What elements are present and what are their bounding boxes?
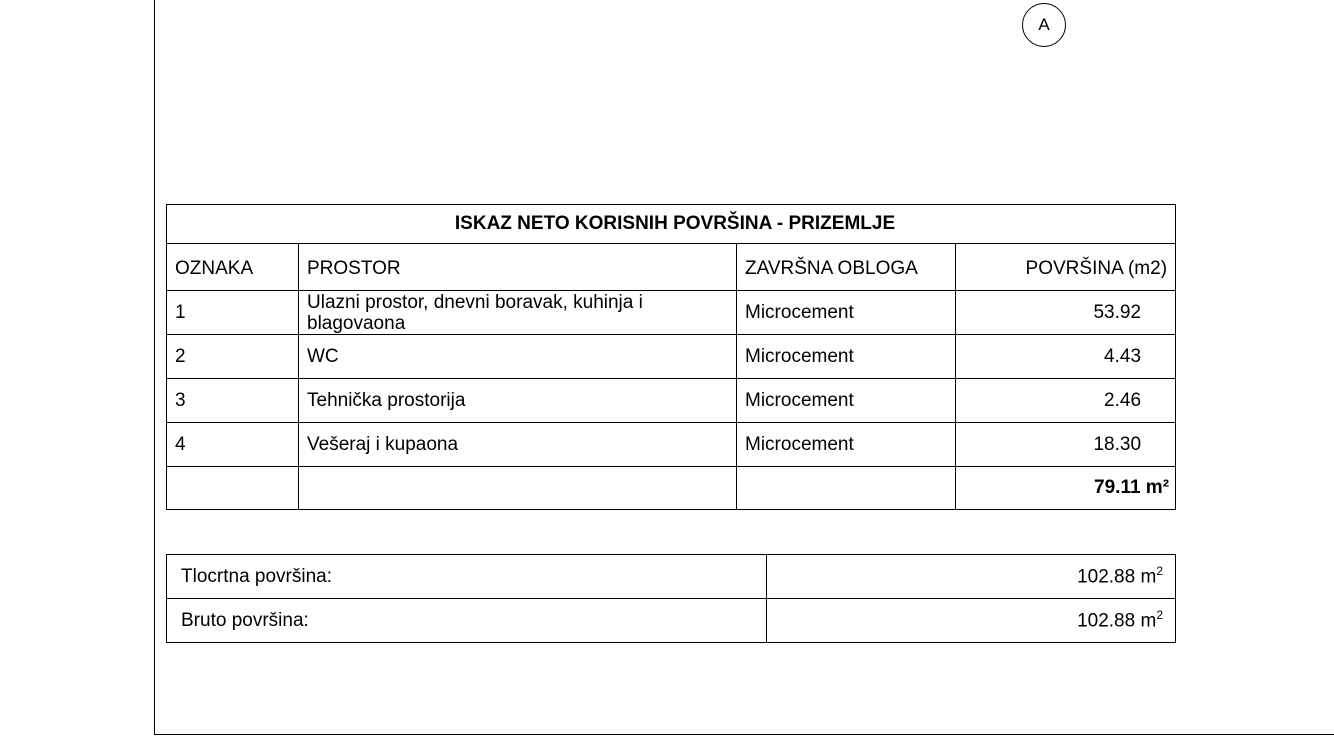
table-row [167,423,1176,467]
table-row [167,335,1176,379]
tlocrtna-value: 102.88 $m^2$ [767,555,1176,599]
total-empty-cell [299,467,737,510]
header-povrsina: POVRŠINA (m2) [956,244,1176,291]
row-oznaka: 1 [167,291,299,335]
row-prostor: Ulazni prostor, dnevni boravak, kuhinja i blagovaona [299,291,737,335]
row-prostor: Tehnička prostorija [299,379,737,423]
total-empty-cell [167,467,299,510]
row-obloga: Microcement [737,379,956,423]
row-povrsina: 2.46 [956,379,1176,423]
row-obloga: Microcement [737,423,956,467]
row-oznaka: 3 [167,379,299,423]
net-area-table [166,204,1176,510]
header-obloga: ZAVRŠNA OBLOGA [737,244,956,291]
header-prostor: PROSTOR [299,244,737,291]
row-oznaka: 2 [167,335,299,379]
table-title: ISKAZ NETO KORISNIH POVRŠINA - PRIZEMLJE [167,205,1176,244]
total-row [167,467,1176,510]
total-area: 79.11 m² [956,467,1176,510]
table-row [167,379,1176,423]
summary-row [167,555,1176,599]
bruto-value: 102.88 $m^2$ [767,599,1176,643]
row-oznaka: 4 [167,423,299,467]
row-povrsina: 18.30 [956,423,1176,467]
row-povrsina: 4.43 [956,335,1176,379]
row-obloga: Microcement [737,335,956,379]
row-povrsina: 53.92 [956,291,1176,335]
header-oznaka: OZNAKA [167,244,299,291]
total-empty-cell [737,467,956,510]
gross-area-table [166,554,1176,643]
table-header-row [167,244,1176,291]
row-prostor: Vešeraj i kupaona [299,423,737,467]
row-prostor: WC [299,335,737,379]
summary-row [167,599,1176,643]
row-obloga: Microcement [737,291,956,335]
bruto-label: Bruto površina: [167,599,767,643]
section-marker: A [1022,3,1066,47]
tlocrtna-label: Tlocrtna površina: [167,555,767,599]
table-row [167,291,1176,335]
